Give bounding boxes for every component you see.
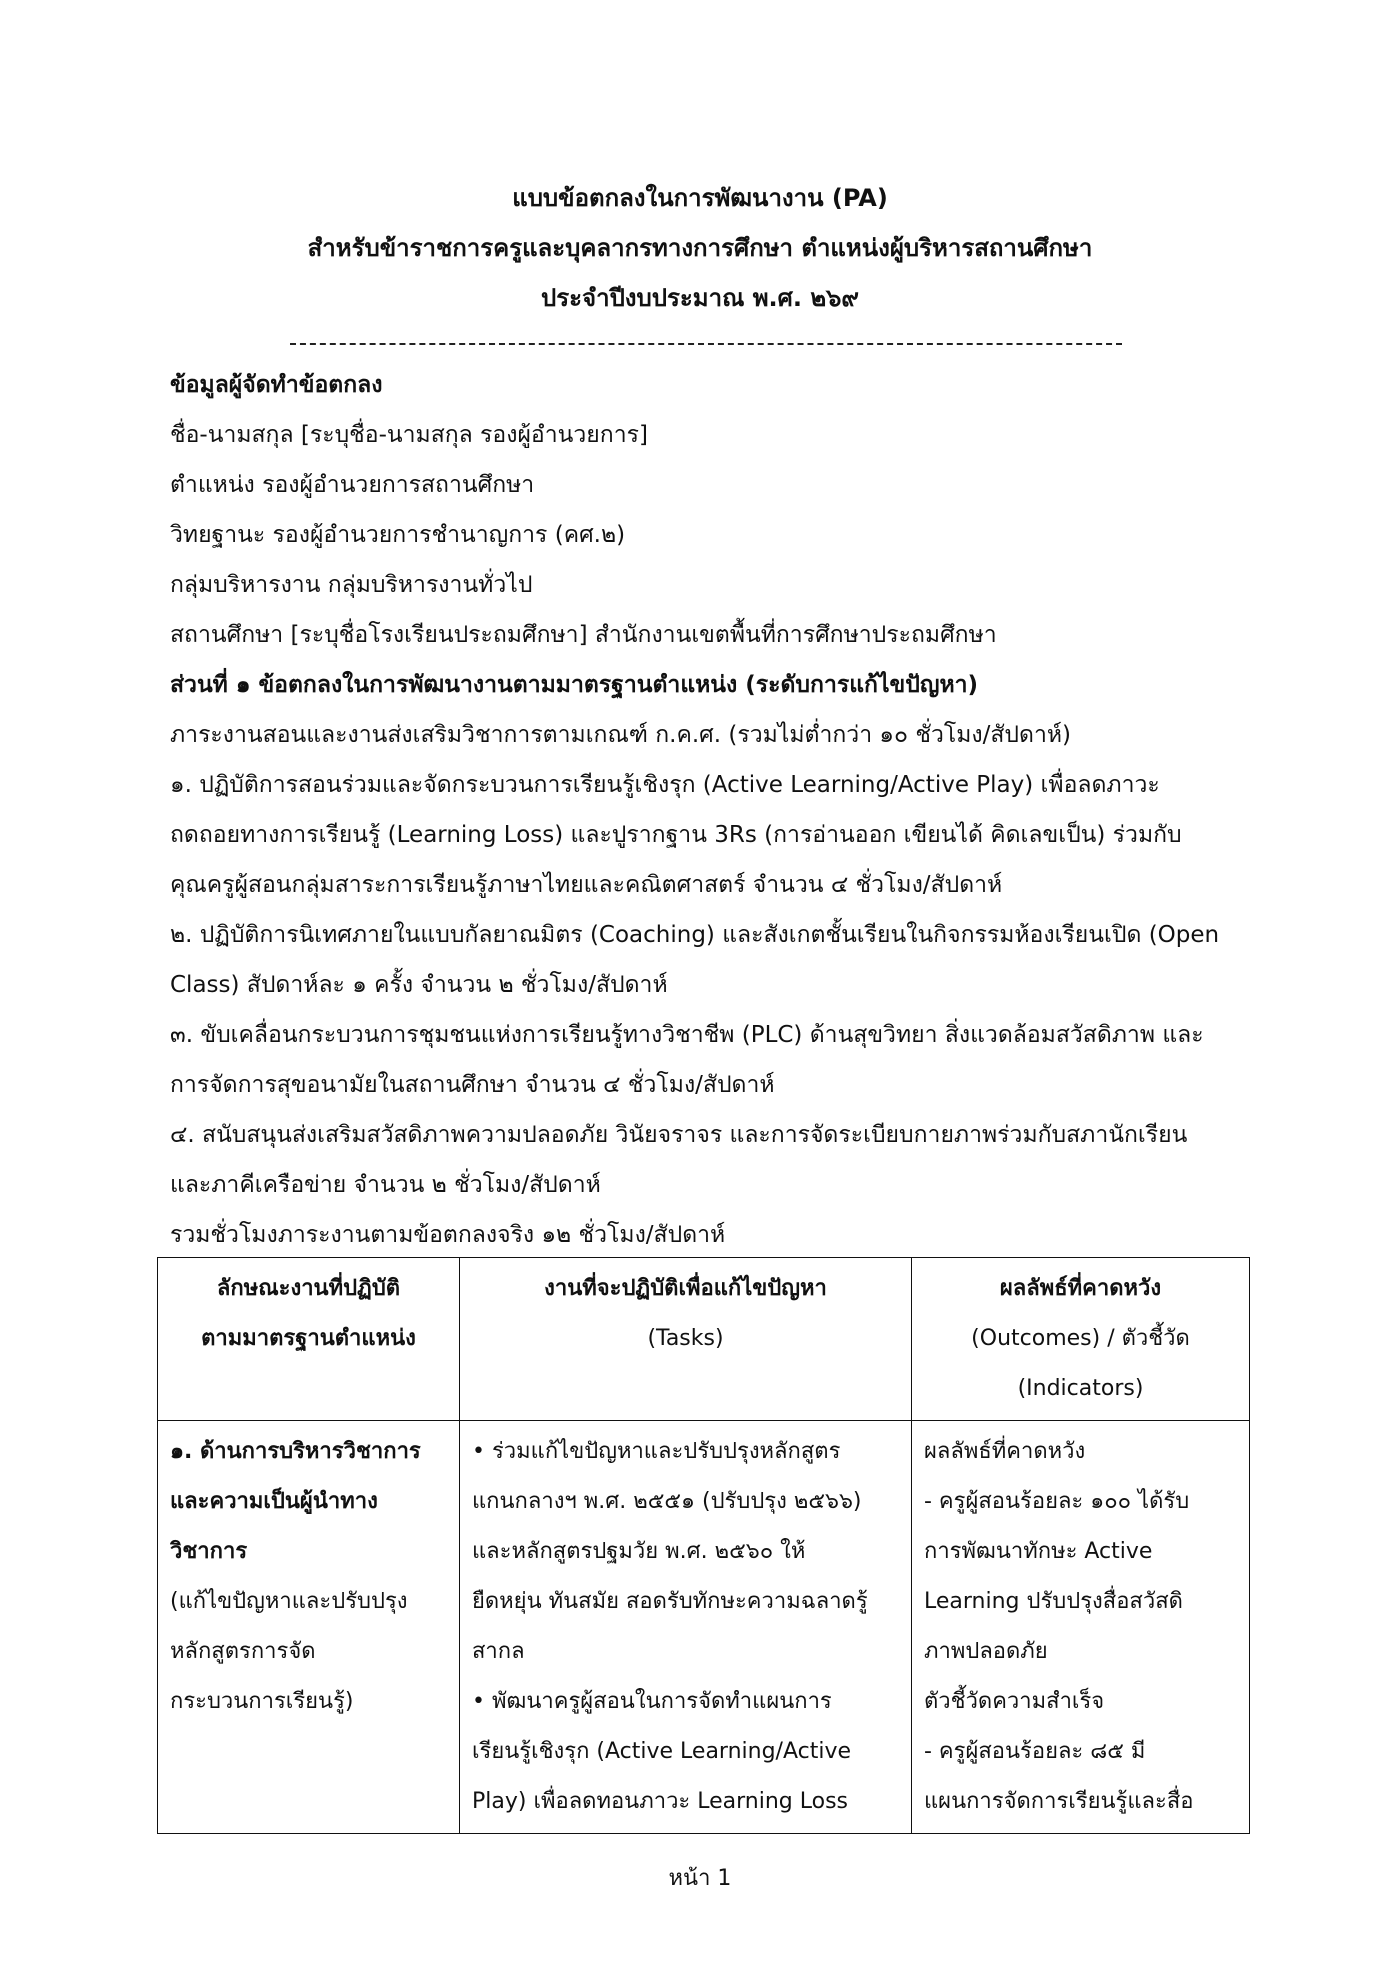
cell-text: Play) เพื่อลดทอนภาวะ Learning Loss [472, 1789, 848, 1814]
document-subtitle: สำหรับข้าราชการครูและบุคลากรทางการศึกษา ตำแหน่งผู้บริหารสถานศึกษา [307, 234, 1093, 262]
info-name: ชื่อ-นามสกุล [ระบุชื่อ-นามสกุล รองผู้อำนวยการ] [170, 422, 648, 448]
cell-text: กระบวนการเรียนรู้) [170, 1689, 354, 1714]
cell-text: แผนการจัดการเรียนรู้และสื่อ [924, 1789, 1194, 1814]
cell-text: - ครูผู้สอนร้อยละ ๘๕ มี [924, 1739, 1146, 1764]
header-cell-outcomes [912, 1258, 1250, 1421]
part1-heading: ส่วนที่ ๑ ข้อตกลงในการพัฒนางานตามมาตรฐานตำแหน่ง (ระดับการแก้ไขปัญหา) [170, 672, 979, 698]
cell-text: - ครูผู้สอนร้อยละ ๑๐๐ ได้รับ [924, 1489, 1190, 1514]
table-header-row [158, 1258, 1250, 1421]
info-school: สถานศึกษา [ระบุชื่อโรงเรียนประถมศึกษา] สำนักงานเขตพื้นที่การศึกษาประถมศึกษา [170, 622, 997, 648]
cell-standard [158, 1421, 460, 1834]
cell-text: Learning ปรับปรุงสื่อสวัสดิ [924, 1589, 1183, 1614]
info-heading: ข้อมูลผู้จัดทำข้อตกลง [170, 372, 383, 398]
workload-item-line: และภาคีเครือข่าย จำนวน ๒ ชั่วโมง/สัปดาห์ [170, 1172, 601, 1198]
cell-text: ภาพปลอดภัย [924, 1639, 1048, 1664]
info-academic-rank: วิทยฐานะ รองผู้อำนวยการชำนาญการ (คศ.๒) [170, 522, 626, 548]
header-text: ตามมาตรฐานตำแหน่ง [201, 1326, 416, 1351]
workload-item-line: Class) สัปดาห์ละ ๑ ครั้ง จำนวน ๒ ชั่วโมง/สัปดาห์ [170, 972, 668, 998]
workload-item-line: การจัดการสุขอนามัยในสถานศึกษา จำนวน ๔ ชั่วโมง/สัปดาห์ [170, 1072, 775, 1098]
cell-text: • พัฒนาครูผู้สอนในการจัดทำแผนการ [472, 1689, 832, 1714]
workload-item-line: ๒. ปฏิบัติการนิเทศภายในแบบกัลยาณมิตร (Coaching) และสังเกตชั้นเรียนในกิจกรรมห้องเรียนเปิด (Open [170, 922, 1220, 948]
workload-item-line: ถดถอยทางการเรียนรู้ (Learning Loss) และปูรากฐาน 3Rs (การอ่านออก เขียนได้ คิดเลขเป็น) ร่วมกับ [170, 822, 1182, 848]
cell-text: การพัฒนาทักษะ Active [924, 1539, 1153, 1564]
cell-tasks [460, 1421, 912, 1834]
workload-item-line: ๓. ขับเคลื่อนกระบวนการชุมชนแห่งการเรียนรู้ทางวิชาชีพ (PLC) ด้านสุขวิทยา สิ่งแวดล้อมสวัสดิภาพ และ [170, 1022, 1204, 1048]
workload-total: รวมชั่วโมงภาระงานตามข้อตกลงจริง ๑๒ ชั่วโมง/สัปดาห์ [170, 1222, 726, 1248]
header-text: (Outcomes) / ตัวชี้วัด [971, 1326, 1190, 1351]
pa-table [157, 1257, 1250, 1834]
table-row [158, 1421, 1250, 1834]
cell-text: (แก้ไขปัญหาและปรับปรุง [170, 1589, 408, 1614]
info-group: กลุ่มบริหารงาน กลุ่มบริหารงานทั่วไป [170, 572, 533, 598]
cell-text: แกนกลางฯ พ.ศ. ๒๕๕๑ (ปรับปรุง ๒๕๖๖) [472, 1489, 862, 1514]
header-text: ลักษณะงานที่ปฏิบัติ [216, 1276, 401, 1301]
cell-text: ตัวชี้วัดความสำเร็จ [924, 1689, 1105, 1714]
cell-text: เรียนรู้เชิงรุก (Active Learning/Active [472, 1739, 852, 1764]
header-text: งานที่จะปฏิบัติเพื่อแก้ไขปัญหา [544, 1276, 827, 1301]
page-number: หน้า 1 [668, 1866, 732, 1891]
workload-intro: ภาระงานสอนและงานส่งเสริมวิชาการตามเกณฑ์ ก.ค.ศ. (รวมไม่ต่ำกว่า ๑๐ ชั่วโมง/สัปดาห์) [170, 722, 1072, 748]
header-cell-tasks [460, 1258, 912, 1421]
cell-text: ผลลัพธ์ที่คาดหวัง [924, 1439, 1086, 1464]
cell-text: สากล [472, 1639, 525, 1664]
cell-text: หลักสูตรการจัด [170, 1639, 316, 1664]
fiscal-year-line: ประจำปีงบประมาณ พ.ศ. ๒๖๙ [541, 284, 859, 312]
cell-outcomes [912, 1421, 1250, 1834]
header-cell-standard [158, 1258, 460, 1421]
workload-item-line: ๑. ปฏิบัติการสอนร่วมและจัดกระบวนการเรียนรู้เชิงรุก (Active Learning/Active Play) เพื่อลดภาวะ [170, 772, 1160, 798]
workload-item-line: ๔. สนับสนุนส่งเสริมสวัสดิภาพความปลอดภัย วินัยจราจร และการจัดระเบียบกายภาพร่วมกับสภานักเรียน [170, 1122, 1188, 1148]
workload-item-line: คุณครูผู้สอนกลุ่มสาระการเรียนรู้ภาษาไทยและคณิตศาสตร์ จำนวน ๔ ชั่วโมง/สัปดาห์ [170, 872, 1003, 898]
cell-text: และหลักสูตรปฐมวัย พ.ศ. ๒๕๖๐ ให้ [472, 1539, 806, 1564]
document-title: แบบข้อตกลงในการพัฒนางาน (PA) [512, 184, 888, 212]
cell-text: • ร่วมแก้ไขปัญหาและปรับปรุงหลักสูตร [472, 1439, 841, 1464]
cell-text: วิชาการ [170, 1539, 248, 1564]
header-text: (Tasks) [647, 1326, 724, 1351]
info-position: ตำแหน่ง รองผู้อำนวยการสถานศึกษา [170, 472, 535, 498]
cell-text: และความเป็นผู้นำทาง [170, 1489, 378, 1514]
cell-text: ๑. ด้านการบริหารวิชาการ [170, 1439, 421, 1464]
dashed-divider [290, 343, 1122, 345]
header-text: (Indicators) [1017, 1376, 1144, 1401]
header-text: ผลลัพธ์ที่คาดหวัง [999, 1276, 1162, 1301]
cell-text: ยืดหยุ่น ทันสมัย สอดรับทักษะความฉลาดรู้ [472, 1589, 868, 1614]
